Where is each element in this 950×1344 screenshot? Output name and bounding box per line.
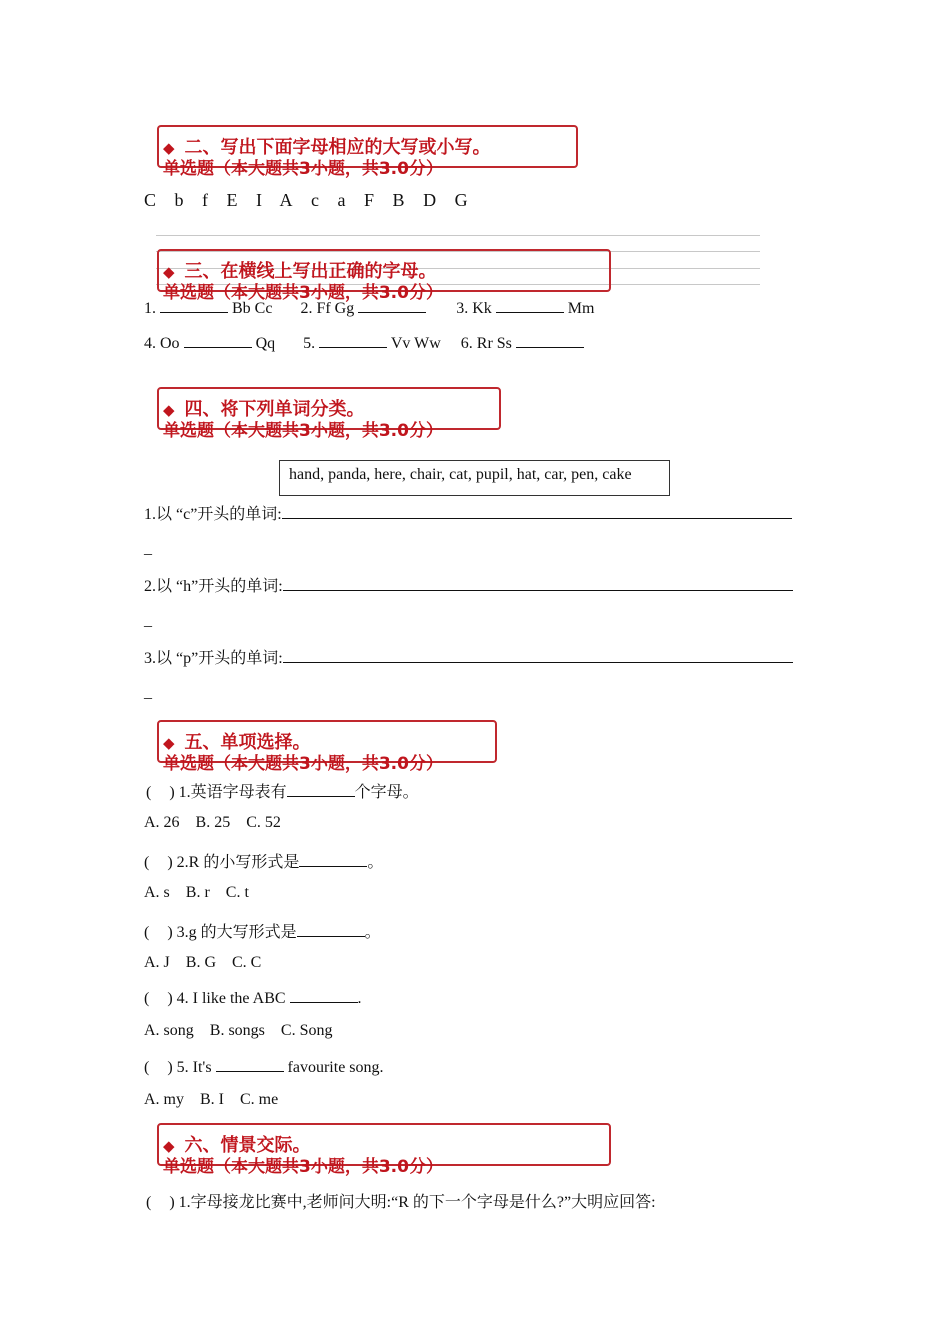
section-3-header — [157, 249, 611, 303]
diamond-icon: ◆ — [163, 263, 175, 281]
letter: E — [226, 190, 238, 210]
question-text: 2. Ff Gg — [300, 300, 355, 317]
question-text: Vv Ww — [390, 335, 441, 352]
letter: c — [311, 190, 320, 210]
mc-question-1 — [146, 779, 419, 802]
question-text: Bb Cc — [232, 300, 273, 317]
answer-blank[interactable] — [516, 333, 584, 348]
letter: D — [423, 190, 437, 210]
diamond-icon: ◆ — [163, 401, 175, 419]
answer-blank[interactable] — [358, 298, 426, 313]
answer-line[interactable] — [282, 504, 792, 519]
trailing-mark: _ — [144, 612, 152, 629]
question-text: 4. Oo — [144, 335, 180, 352]
letter: I — [256, 190, 263, 210]
answer-blank[interactable] — [496, 298, 564, 313]
answer-paren-close: ) — [167, 854, 173, 871]
situation-question-1 — [146, 1189, 656, 1212]
classify-label: 3.以 “p”开头的单词: — [144, 650, 283, 667]
section-6-header — [157, 1123, 611, 1177]
trailing-mark: _ — [144, 684, 152, 701]
question-text: 。 — [364, 924, 381, 941]
section-2-subtitle: 单选题（本大题共3小题，共3.0分） — [163, 159, 443, 179]
diamond-icon: ◆ — [163, 139, 175, 157]
question-text: Mm — [567, 300, 595, 317]
mc-question-4 — [144, 988, 362, 1008]
answer-paren-open: ( — [144, 924, 150, 941]
question-text: 个字母。 — [354, 784, 419, 801]
mc-options-5: A. my B. I C. me — [144, 1091, 279, 1108]
answer-paren-open: ( — [144, 990, 150, 1007]
section-5-title-text: 五、单项选择。 — [184, 732, 311, 753]
question-text: 3.g 的大写形式是 — [176, 924, 297, 941]
section-4-header — [157, 387, 501, 441]
question-text: 5. It's — [176, 1059, 212, 1076]
classify-item-1 — [144, 501, 792, 524]
answer-line[interactable] — [283, 648, 793, 663]
diamond-icon: ◆ — [163, 734, 175, 752]
mc-question-2 — [144, 849, 383, 872]
answer-paren-close: ) — [169, 1194, 175, 1211]
answer-paren-open: ( — [146, 784, 152, 801]
answer-paren-close: ) — [169, 784, 175, 801]
section-4-subtitle: 单选题（本大题共3小题，共3.0分） — [163, 421, 443, 441]
section-3-subtitle: 单选题（本大题共3小题，共3.0分） — [163, 283, 443, 303]
diamond-icon: ◆ — [163, 1137, 175, 1155]
answer-blank — [287, 782, 355, 797]
section-2-header — [157, 125, 578, 179]
section-6-title-text: 六、情景交际。 — [184, 1135, 311, 1156]
letter: f — [202, 190, 209, 210]
mc-options-2: A. s B. r C. t — [144, 884, 249, 901]
letter: C — [144, 190, 157, 210]
classify-label: 2.以 “h”开头的单词: — [144, 578, 283, 595]
mc-options-1: A. 26 B. 25 C. 52 — [144, 814, 281, 831]
question-text: 6. Rr Ss — [460, 335, 512, 352]
question-text: 3. Kk — [456, 300, 492, 317]
section-4-title-text: 四、将下列单词分类。 — [184, 399, 365, 420]
question-text: favourite song. — [287, 1059, 384, 1076]
letter: A — [279, 190, 293, 210]
question-text: . — [357, 990, 362, 1007]
answer-blank[interactable] — [319, 333, 387, 348]
section-2-title-text: 二、写出下面字母相应的大写或小写。 — [184, 137, 491, 158]
trailing-mark: _ — [144, 540, 152, 557]
letter: a — [337, 190, 346, 210]
mc-question-5 — [144, 1057, 384, 1077]
question-text: 1.英语字母表有 — [178, 784, 287, 801]
answer-paren-open: ( — [144, 854, 150, 871]
letter: B — [392, 190, 405, 210]
letter-fill-row-2 — [144, 333, 584, 353]
question-text: 1.字母接龙比赛中,老师问大明:“R 的下一个字母是什么?”大明应回答: — [178, 1194, 656, 1211]
answer-blank[interactable] — [184, 333, 252, 348]
answer-blank — [216, 1057, 284, 1072]
mc-question-3 — [144, 919, 381, 942]
section-5-header — [157, 720, 497, 774]
letter-fill-row-1 — [144, 298, 594, 318]
letter: G — [454, 190, 468, 210]
question-text: Qq — [255, 335, 276, 352]
answer-blank[interactable] — [160, 298, 228, 313]
answer-paren-close: ) — [167, 1059, 173, 1076]
question-text: 2.R 的小写形式是 — [176, 854, 300, 871]
answer-paren-open: ( — [146, 1194, 152, 1211]
mc-options-3: A. J B. G C. C — [144, 954, 262, 971]
question-text: 。 — [367, 854, 384, 871]
letter-row — [144, 190, 482, 211]
writing-line — [156, 235, 760, 236]
question-text: 1. — [144, 300, 156, 317]
answer-paren-close: ) — [167, 924, 173, 941]
answer-blank — [299, 852, 367, 867]
mc-options-4: A. song B. songs C. Song — [144, 1022, 333, 1039]
answer-line[interactable] — [283, 576, 793, 591]
letter: F — [364, 190, 375, 210]
answer-blank — [297, 922, 365, 937]
question-text: 5. — [303, 335, 316, 352]
answer-paren-close: ) — [167, 990, 173, 1007]
letter: b — [174, 190, 184, 210]
classify-label: 1.以 “c”开头的单词: — [144, 506, 282, 523]
question-text: 4. I like the ABC — [176, 990, 286, 1007]
answer-blank — [290, 988, 358, 1003]
section-5-subtitle: 单选题（本大题共3小题，共3.0分） — [163, 754, 443, 774]
answer-paren-open: ( — [144, 1059, 150, 1076]
word-bank-box: hand, panda, here, chair, cat, pupil, hat, car, pen, cake — [279, 460, 670, 496]
classify-item-2 — [144, 573, 793, 596]
classify-item-3 — [144, 645, 793, 668]
section-6-subtitle: 单选题（本大题共3小题，共3.0分） — [163, 1157, 443, 1177]
section-3-title-text: 三、在横线上写出正确的字母。 — [184, 261, 437, 282]
